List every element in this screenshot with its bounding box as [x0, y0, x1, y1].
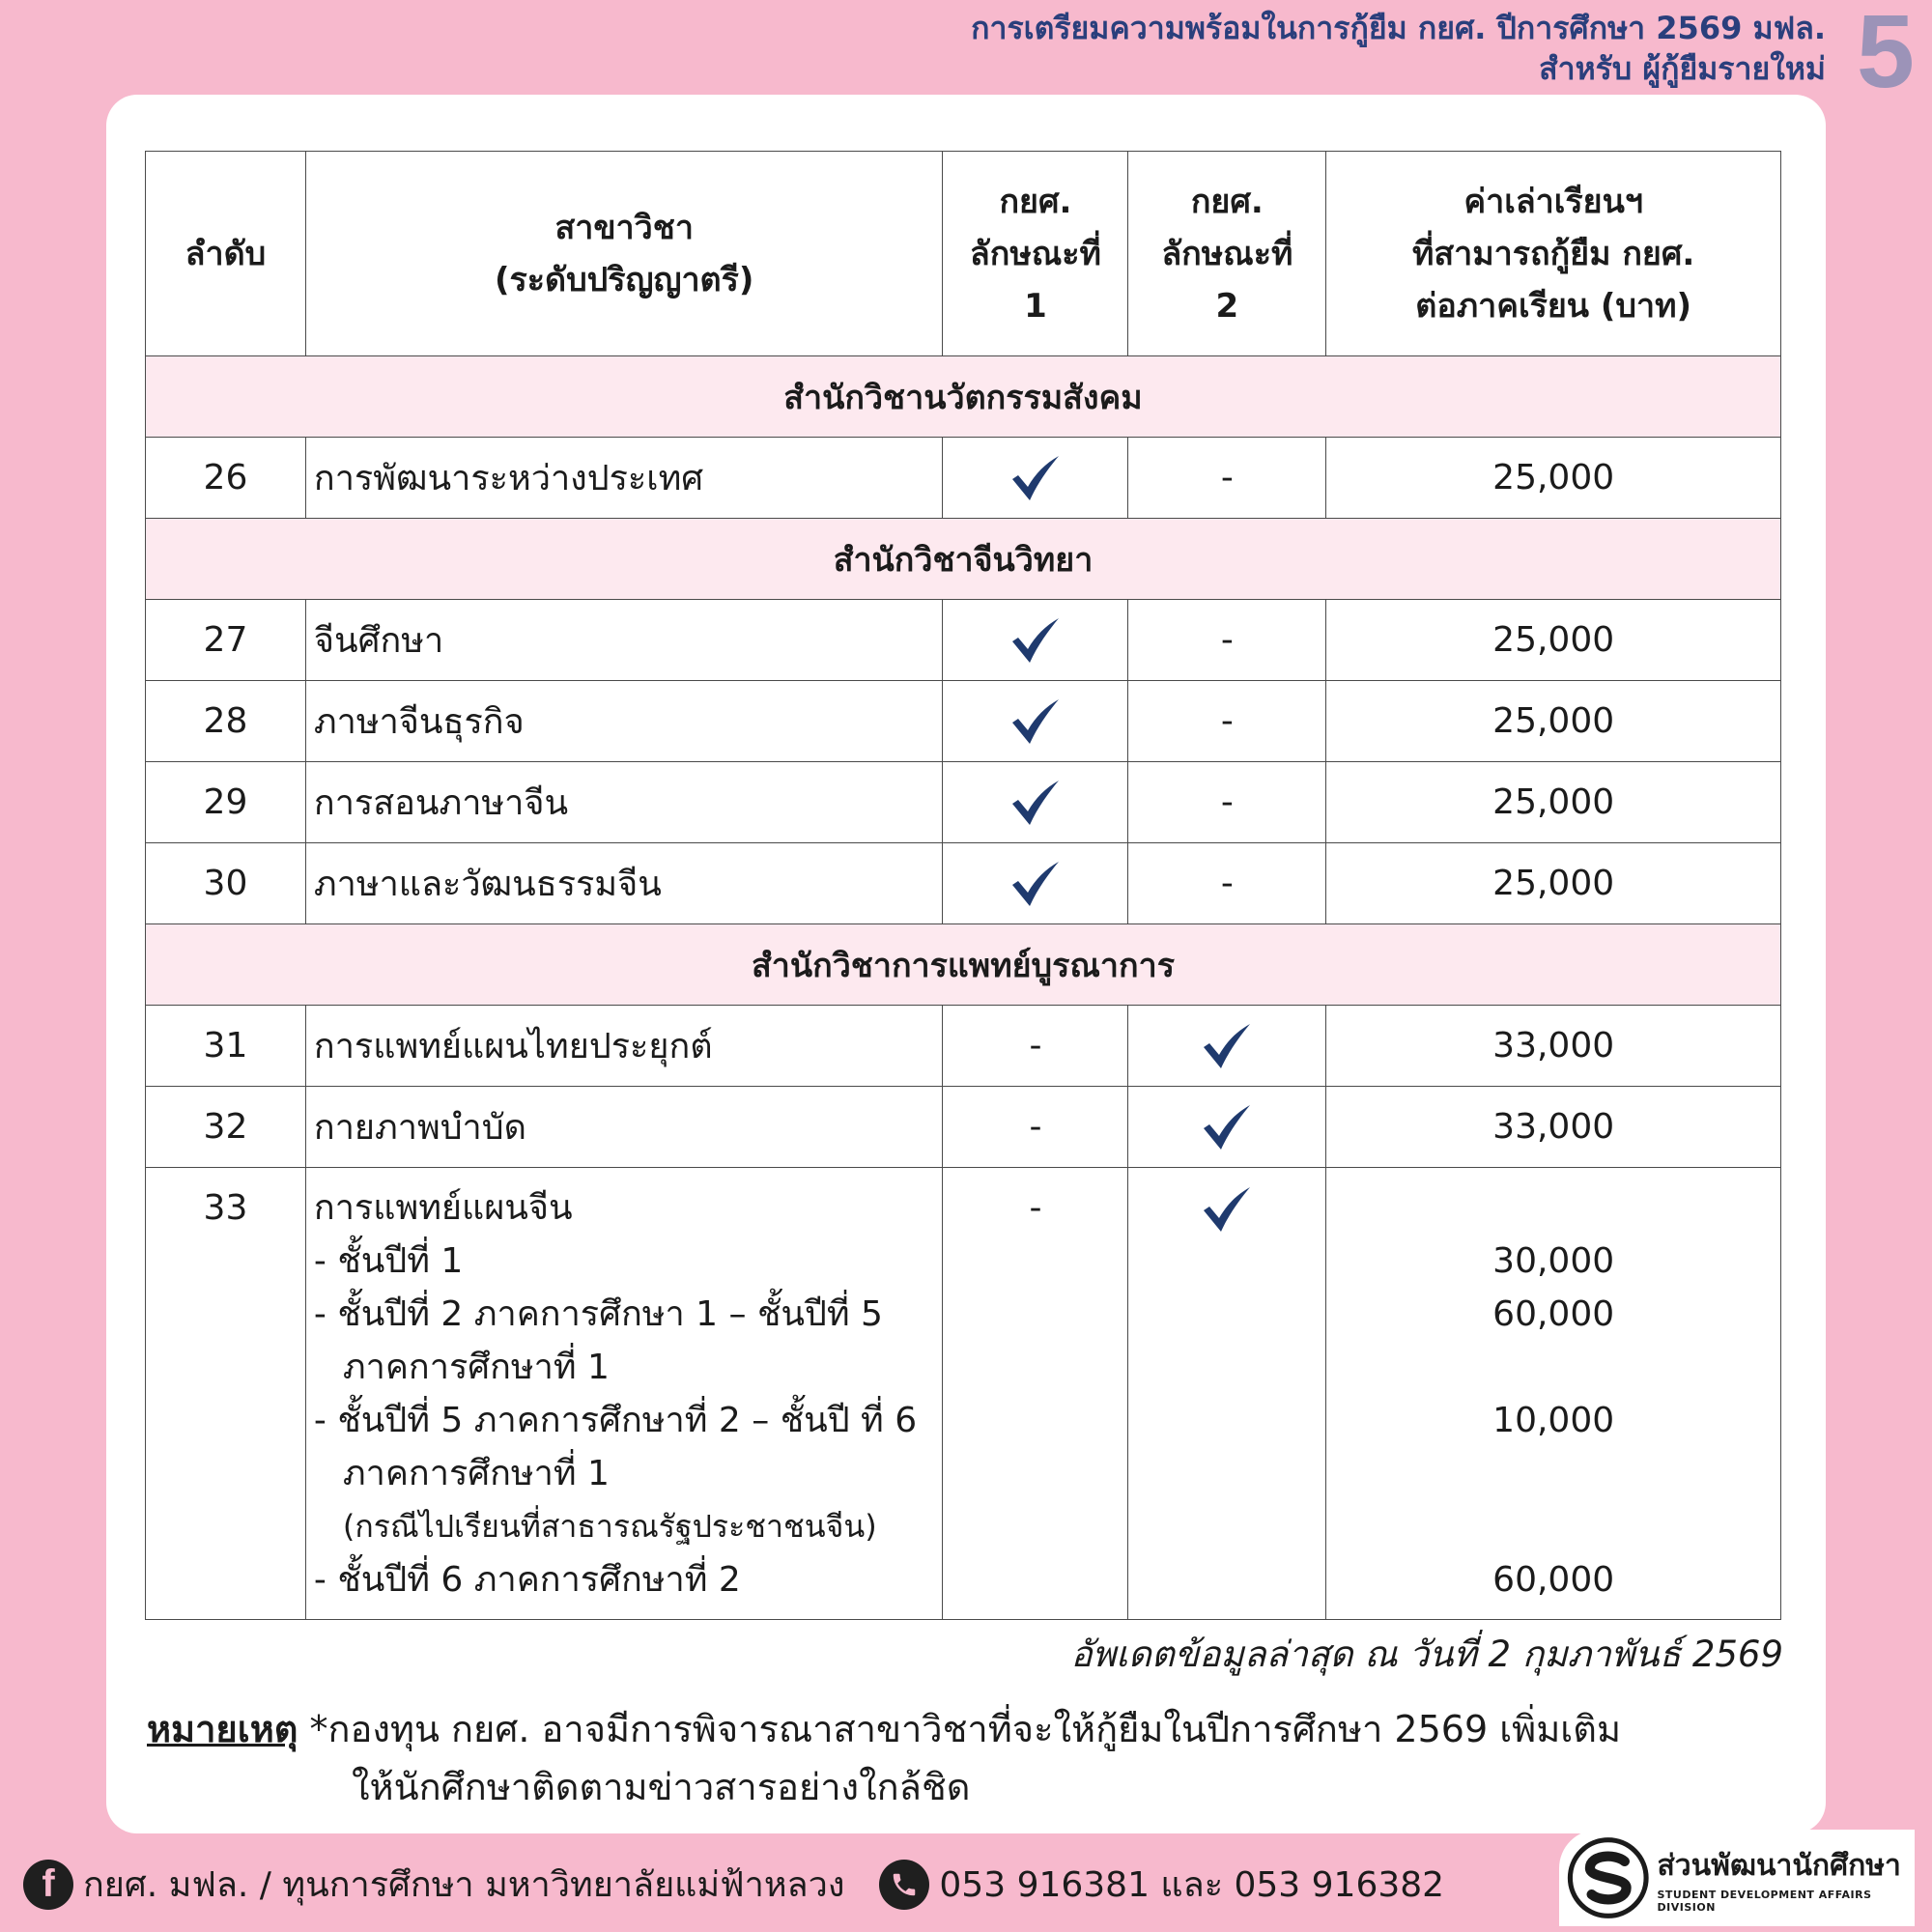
- row-sub-item: - ชั้นปีที่ 6 ภาคการศึกษาที่ 2: [313, 1560, 741, 1600]
- row-fee: 33,000: [1326, 1006, 1781, 1087]
- row-no: 33: [146, 1168, 306, 1620]
- row-fee-item: 10,000: [1492, 1401, 1615, 1440]
- header-fee: [1326, 152, 1781, 356]
- content-card: [106, 95, 1826, 1833]
- header-name: [305, 152, 943, 356]
- row-fee-item: 60,000: [1492, 1294, 1615, 1334]
- row-fee: 33,000: [1326, 1087, 1781, 1168]
- check-icon: [1200, 1185, 1254, 1234]
- row-name: การพัฒนาระหว่างประเทศ: [305, 438, 943, 519]
- row-no: 26: [146, 438, 306, 519]
- page-number: 5: [1856, 0, 1915, 109]
- section-title: สำนักวิชาจีนวิทยา: [146, 519, 1781, 600]
- logo-thai: ส่วนพัฒนานักศึกษา: [1657, 1848, 1901, 1883]
- division-logo-icon: [1567, 1833, 1650, 1922]
- row-type1: -: [943, 1006, 1128, 1087]
- row-fee: 25,000: [1326, 681, 1781, 762]
- row-fee-spacer: [1326, 1341, 1780, 1394]
- check-icon: [1009, 860, 1063, 908]
- row-fee: 25,000: [1326, 438, 1781, 519]
- row-name: กายภาพบำบัด: [305, 1087, 943, 1168]
- row-no: 30: [146, 843, 306, 924]
- row-fee-spacer: [1326, 1181, 1780, 1235]
- row-fee-spacer: [1326, 1447, 1780, 1553]
- phone-icon: [879, 1860, 929, 1910]
- table-row: [146, 1087, 1781, 1168]
- note-block: [147, 1700, 1621, 1816]
- table-header-row: [146, 152, 1781, 356]
- check-icon: [1200, 1022, 1254, 1070]
- row-type2: [1128, 1168, 1326, 1620]
- table-body: [146, 356, 1781, 1620]
- table-row: [146, 681, 1781, 762]
- note-label: หมายเหตุ: [147, 1708, 298, 1750]
- logo-text: [1658, 1843, 1916, 1914]
- loan-table: [145, 151, 1781, 1620]
- table-row: [146, 438, 1781, 519]
- header-type2-line1: กยศ.: [1190, 182, 1264, 221]
- row-type1: -: [943, 1087, 1128, 1168]
- header-subtitle: สำหรับ ผู้กู้ยืมรายใหม่: [1539, 50, 1826, 87]
- note-line2: ให้นักศึกษาติดตามข่าวสารอย่างใกล้ชิด: [352, 1766, 971, 1808]
- row-no: 27: [146, 600, 306, 681]
- header-fee-line2: ที่สามารถกู้ยืม กยศ.: [1411, 234, 1695, 273]
- row-no: 29: [146, 762, 306, 843]
- row-name: การสอนภาษาจีน: [305, 762, 943, 843]
- row-type2: -: [1128, 843, 1326, 924]
- footer: [23, 1857, 1444, 1912]
- row-fee: 25,000: [1326, 600, 1781, 681]
- header-type1: [943, 152, 1128, 356]
- row-name-main: การแพทย์แผนจีน: [313, 1188, 573, 1228]
- row-type1: -: [943, 1168, 1128, 1620]
- table-row: [146, 762, 1781, 843]
- table-row: [146, 600, 1781, 681]
- row-type1: [943, 438, 1128, 519]
- row-type2: -: [1128, 438, 1326, 519]
- row-fee-item: 30,000: [1492, 1241, 1615, 1281]
- row-name: [305, 1168, 943, 1620]
- row-type2: -: [1128, 681, 1326, 762]
- row-name: ภาษาจีนธุรกิจ: [305, 681, 943, 762]
- check-icon: [1200, 1103, 1254, 1151]
- row-name: การแพทย์แผนไทยประยุกต์: [305, 1006, 943, 1087]
- row-name: จีนศึกษา: [305, 600, 943, 681]
- row-no: 32: [146, 1087, 306, 1168]
- page-header: [971, 8, 1826, 89]
- check-icon: [1009, 697, 1063, 746]
- row-fee: 25,000: [1326, 843, 1781, 924]
- row-sub-item: - ชั้นปีที่ 1: [313, 1241, 464, 1281]
- header-fee-line1: ค่าเล่าเรียนฯ: [1463, 182, 1643, 221]
- row-type2: -: [1128, 600, 1326, 681]
- row-type1: [943, 762, 1128, 843]
- row-sub-item: - ชั้นปีที่ 2 ภาคการศึกษา 1 – ชั้นปีที่ 5 ภาคการศึกษาที่ 1: [313, 1294, 883, 1387]
- row-type2: [1128, 1087, 1326, 1168]
- header-name-line2: (ระดับปริญญาตรี): [494, 260, 754, 299]
- header-type1-line3: 1: [1024, 286, 1047, 326]
- section-title: สำนักวิชาการแพทย์บูรณาการ: [146, 924, 1781, 1006]
- update-date: อัพเดตข้อมูลล่าสุด ณ วันที่ 2 กุมภาพันธ์ 2569: [1070, 1634, 1783, 1675]
- logo-english: STUDENT DEVELOPMENT AFFAIRS DIVISION: [1657, 1888, 1872, 1914]
- header-type2-line3: 2: [1215, 286, 1239, 326]
- row-type2: [1128, 1006, 1326, 1087]
- section-row: [146, 356, 1781, 438]
- section-row: [146, 519, 1781, 600]
- row-type1: [943, 681, 1128, 762]
- table-row: [146, 1006, 1781, 1087]
- row-sub-item: - ชั้นปีที่ 5 ภาคการศึกษาที่ 2 – ชั้นปี ที่ 6 ภาคการศึกษาที่ 1: [313, 1401, 918, 1493]
- header-no: ลำดับ: [146, 152, 306, 356]
- facebook-icon[interactable]: f: [23, 1860, 73, 1910]
- section-row: [146, 924, 1781, 1006]
- phone-text[interactable]: 053 916381 และ 053 916382: [939, 1865, 1445, 1905]
- row-type2: -: [1128, 762, 1326, 843]
- row-name: ภาษาและวัฒนธรรมจีน: [305, 843, 943, 924]
- table-row: [146, 843, 1781, 924]
- table-row: [146, 1168, 1781, 1620]
- header-type2: [1128, 152, 1326, 356]
- facebook-text[interactable]: กยศ. มฟล. / ทุนการศึกษา มหาวิทยาลัยแม่ฟ้าหลวง: [83, 1865, 845, 1905]
- header-type1-line2: ลักษณะที่: [969, 234, 1101, 273]
- row-fee: [1326, 1168, 1781, 1620]
- check-icon: [1009, 779, 1063, 827]
- header-title: การเตรียมความพร้อมในการกู้ยืม กยศ. ปีการศึกษา 2569 มฟล.: [971, 10, 1826, 46]
- row-type1: [943, 843, 1128, 924]
- note-line1: *กองทุน กยศ. อาจมีการพิจารณาสาขาวิชาที่จะให้กู้ยืมในปีการศึกษา 2569 เพิ่มเติม: [309, 1708, 1621, 1750]
- check-icon: [1009, 454, 1063, 502]
- header-name-line1: สาขาวิชา: [554, 208, 694, 247]
- row-type1: [943, 600, 1128, 681]
- section-title: สำนักวิชานวัตกรรมสังคม: [146, 356, 1781, 438]
- division-logo: [1559, 1830, 1915, 1926]
- header-type2-line2: ลักษณะที่: [1161, 234, 1293, 273]
- row-fee: 25,000: [1326, 762, 1781, 843]
- row-fee-item: 60,000: [1492, 1560, 1615, 1600]
- row-no: 31: [146, 1006, 306, 1087]
- row-sub-note: (กรณีไปเรียนที่สาธารณรัฐประชาชนจีน): [342, 1508, 877, 1545]
- note-line1-wrap: [147, 1700, 1621, 1758]
- row-no: 28: [146, 681, 306, 762]
- header-type1-line1: กยศ.: [999, 182, 1072, 221]
- check-icon: [1009, 616, 1063, 665]
- header-fee-line3: ต่อภาคเรียน (บาท): [1415, 286, 1692, 326]
